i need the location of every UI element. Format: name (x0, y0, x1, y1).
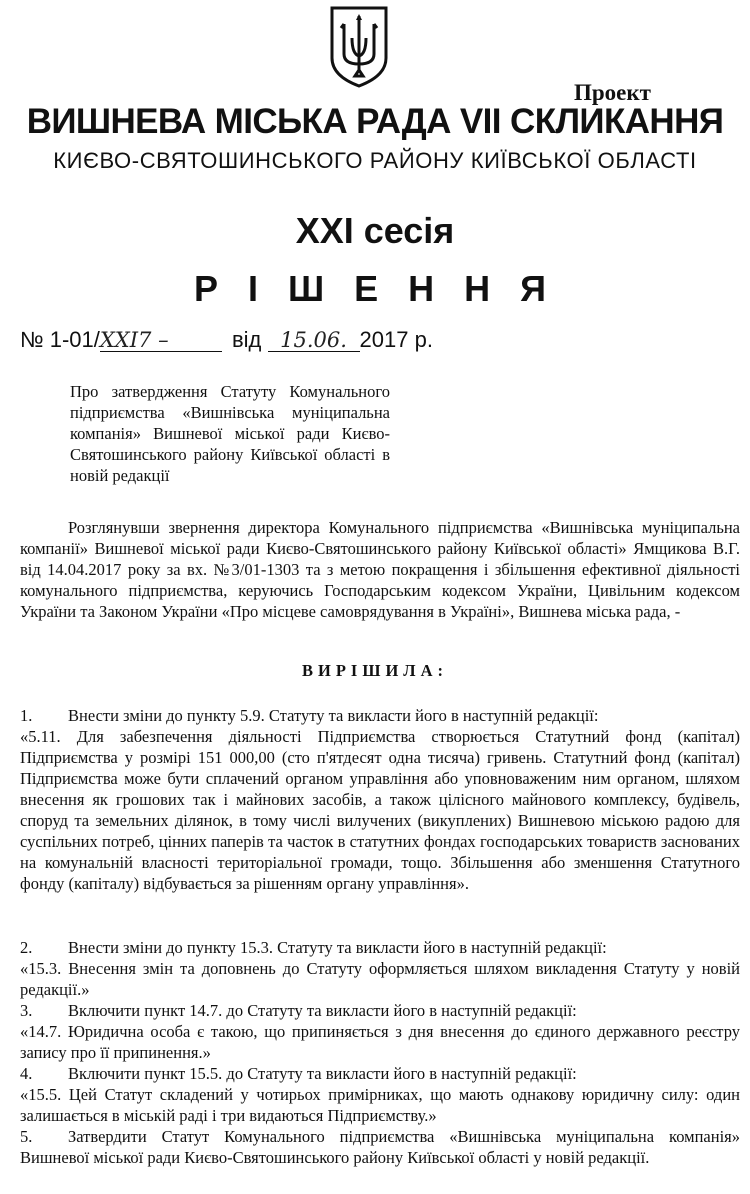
session-title: XXI сесія (295, 210, 455, 251)
list-item (20, 937, 740, 1000)
item-text: Затвердити Статут Комунального підприємства «Вишнівська муніципальна компанія» Вишневої міської ради Києво-Святошинського району Київської області у новій редакції. (20, 1127, 740, 1167)
decision-title: Р І Ш Е Н Н Я (193, 268, 557, 309)
council-title: ВИШНЕВА МІСЬКА РАДА VII СКЛИКАННЯ (26, 102, 724, 141)
coat-of-arms-trident (328, 4, 390, 88)
item-text: Внести зміни до пункту 5.9. Статуту та викласти його в наступній редакції: (68, 706, 599, 725)
decision-year: 2017 р. (359, 327, 433, 352)
item-quote: «15.5. Цей Статут складений у чотирьох примірниках, що мають однакову юридичну силу: один залишається в міській раді і три видаються Підприємству.» (20, 1085, 740, 1125)
item-number: 4. (20, 1064, 33, 1083)
decision-subject: Про затвердження Статуту Комунального підприємства «Вишнівська муніципальна компанія» Вишневої міської ради Києво-Святошинського району Київської області в новій редакції (70, 382, 390, 485)
number-handwritten: XXI7 – (100, 329, 222, 352)
item-number: 3. (20, 1001, 33, 1020)
list-item (20, 1000, 740, 1063)
item-number: 1. (20, 706, 33, 725)
date-handwritten: 15.06. (268, 329, 360, 352)
item-quote: «14.7. Юридична особа є такою, що припиняється з дня внесення до єдиного державного реєстру запису про її припинення.» (20, 1022, 740, 1062)
list-item (20, 705, 740, 894)
draft-label: Проект (574, 80, 651, 105)
item-text: Включити пункт 15.5. до Статуту та викласти його в наступній редакції: (68, 1064, 577, 1083)
decision-number-line (20, 327, 433, 353)
item-quote: «15.3. Внесення змін та доповнень до Статуту оформляється шляхом викладення Статуту у новій редакції.» (20, 959, 740, 999)
item-text: Включити пункт 14.7. до Статуту та викласти його в наступній редакції: (68, 1001, 577, 1020)
list-item (20, 1126, 740, 1168)
date-word: від (231, 327, 262, 352)
item-number: 5. (20, 1127, 33, 1146)
list-item (20, 1063, 740, 1126)
item-number: 2. (20, 938, 33, 957)
resolved-heading: ВИРІШИЛА: (302, 661, 448, 680)
number-prefix: № 1-01/ (20, 327, 100, 352)
item-text: Внести зміни до пункту 15.3. Статуту та викласти його в наступній редакції: (68, 938, 607, 957)
item-quote: «5.11. Для забезпечення діяльності Підприємства створюється Статутний фонд (капітал) Підприємства у розмірі 151 000,00 (сто п'ятдесят одна тисяча) гривень. Статутний фонд (капітал) Підприємства може бути сплачений органом управління або уповноваженим ним органом, шляхом внесення як грошових так і майнових засобів, а також цілісного майнового комплексу, будівель, споруд та земельних ділянок, в тому числі вилучених (викуплених) Вишневою міською радою для суспільних потреб, цінних паперів та часток в статутних фондах господарських товариств заснованих на комунальній власності територіальної громади, тощо. Збільшення або зменшення Статутного фонду (капіталу) відбувається за рішенням органу управління». (20, 727, 740, 893)
district-subtitle: КИЄВО-СВЯТОШИНСЬКОГО РАЙОНУ КИЇВСЬКОЇ ОБЛАСТІ (53, 148, 697, 173)
preamble: Розглянувши звернення директора Комунального підприємства «Вишнівська муніципальна компанії» Вишневої міської ради Києво-Святошинського району Київської області» Ямщикова В.Г. від 14.04.2017 року за вх. №3/01-1303 та з метою покращення і збільшення ефективної діяльності комунального підприємства, керуючись Господарським кодексом України, Цивільним кодексом України та Законом України «Про місцеве самоврядування в Україні», Вишнева міська рада, - (20, 518, 740, 621)
